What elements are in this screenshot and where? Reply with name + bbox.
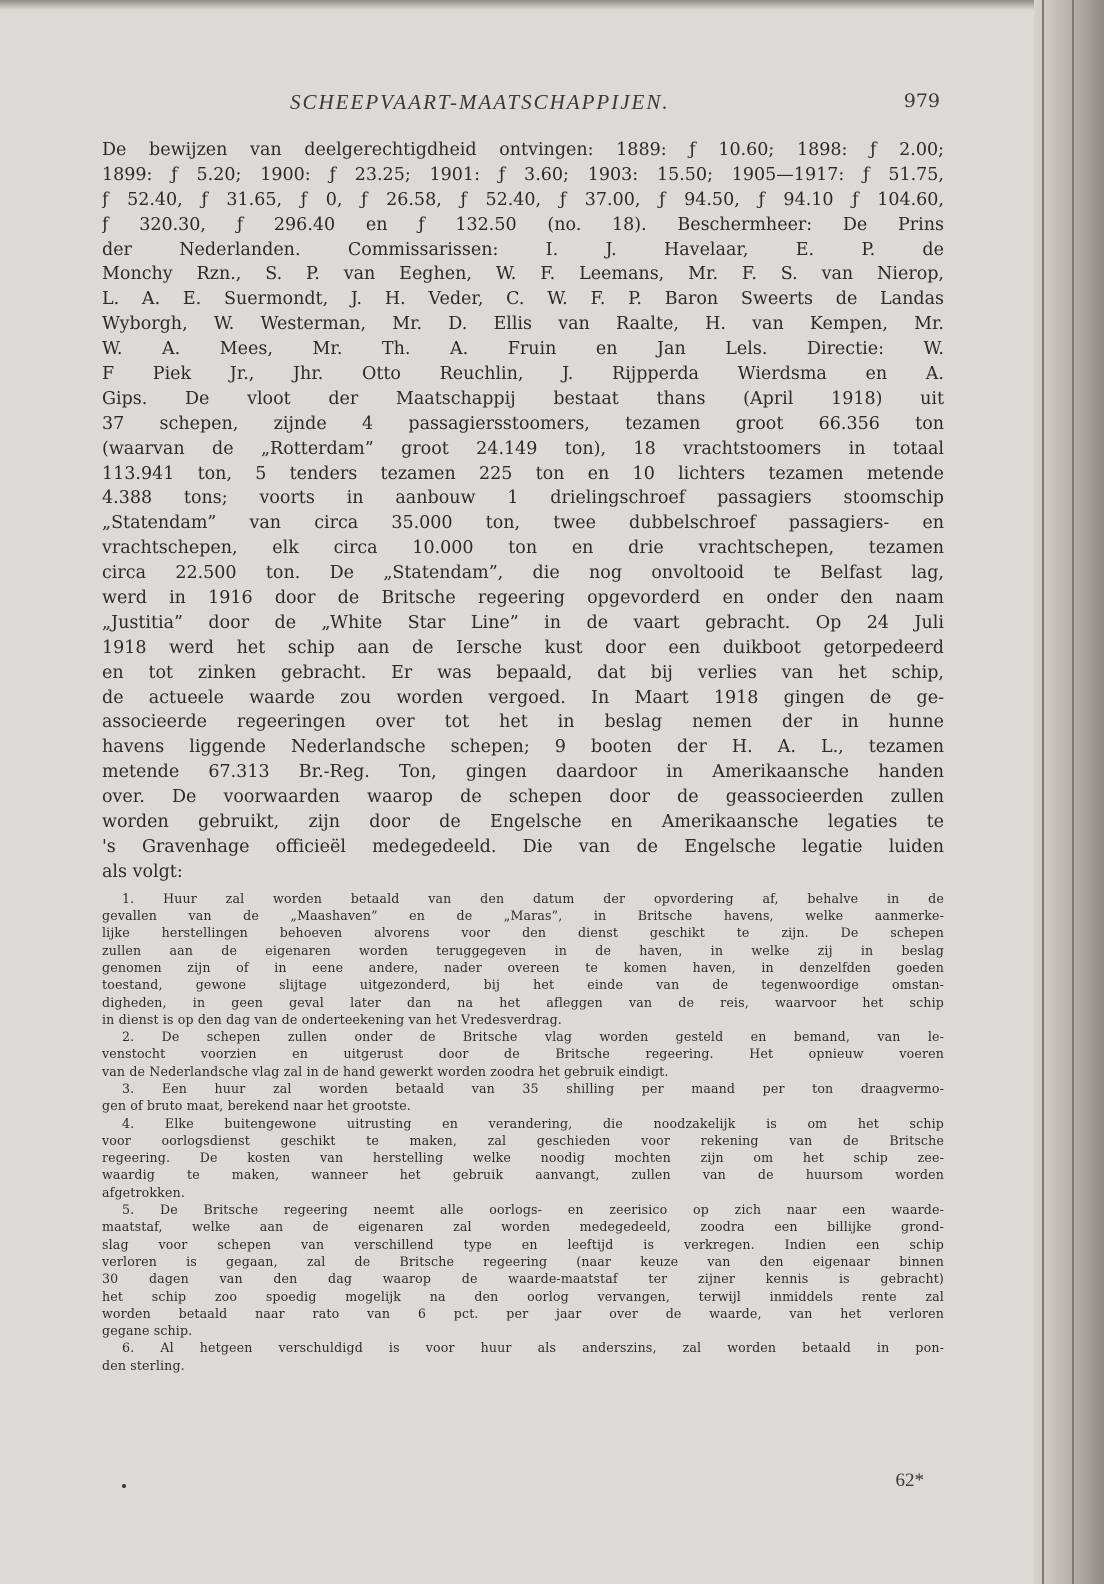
condition-line: 30 dagen van den dag waarop de waarde-maatstaf ter zijner kennis is gebracht): [102, 1271, 944, 1287]
ink-dot: [122, 1484, 126, 1488]
text-line: der Nederlanden. Commissarissen: I. J. Havelaar, E. P. de: [102, 239, 944, 260]
page-footer: [102, 1470, 944, 1500]
condition-line: worden betaald naar rato van 6 pct. per jaar over de waarde, van het verloren: [102, 1305, 944, 1321]
text-line: F Piek Jr., Jhr. Otto Reuchlin, J. Rijpperda Wierdsma en A.: [102, 364, 944, 385]
condition-line: gevallen van de „Maashaven” en de „Maras”, in Britsche havens, welke aanmerke-: [102, 908, 944, 924]
text-line: over. De voorwaarden waarop de schepen door de geassocieerden zullen: [102, 787, 944, 808]
condition-line: van de Nederlandsche vlag zal in de hand gewerkt worden zoodra het gebruik eindigt.: [102, 1063, 669, 1079]
text-line: Gips. De vloot der Maatschappij bestaat thans (April 1918) uit: [102, 388, 944, 409]
text-line: metende 67.313 Br.-Reg. Ton, gingen daardoor in Amerikaansche handen: [102, 762, 944, 783]
text-line: worden gebruikt, zijn door de Engelsche en Amerikaansche legaties te: [102, 812, 944, 833]
text-line: 4.388 tons; voorts in aanbouw 1 drielingschroef passagiers stoomschip: [102, 488, 944, 509]
scan-top-edge: [0, 0, 1104, 10]
condition-line: venstocht voorzien en uitgerust door de Britsche regeering. Het opnieuw voeren: [102, 1046, 944, 1062]
condition-line: gegane schip.: [102, 1323, 193, 1339]
text-line: 37 schepen, zijnde 4 passagiersstoomers, tezamen groot 66.356 ton: [102, 413, 944, 434]
condition-line: 5. De Britsche regeering neemt alle oorlogs- en zeerisico op zich naar een waarde-: [122, 1202, 944, 1218]
text-line: ƒ 52.40, ƒ 31.65, ƒ 0, ƒ 26.58, ƒ 52.40, ƒ 37.00, ƒ 94.50, ƒ 94.10 ƒ 104.60,: [102, 189, 944, 210]
text-line: W. A. Mees, Mr. Th. A. Fruin en Jan Lels. Directie: W.: [102, 339, 944, 360]
condition-line: 6. Al hetgeen verschuldigd is voor huur als anderszins, zal worden betaald in pon-: [122, 1340, 944, 1356]
condition-line: den sterling.: [102, 1357, 185, 1373]
text-line: als volgt:: [102, 861, 183, 882]
conditions-list: [102, 890, 944, 1374]
text-line: (waarvan de „Rotterdam” groot 24.149 ton), 18 vrachtstoomers in totaal: [102, 438, 944, 459]
condition-line: genomen zijn of in eene andere, nader overeen te komen haven, in denzelfden goeden: [102, 959, 944, 975]
condition-line: voor oorlogsdienst geschikt te maken, zal geschieden voor rekening van de Britsche: [102, 1132, 944, 1148]
text-line: werd in 1916 door de Britsche regeering opgevorderd en onder den naam: [102, 588, 944, 609]
condition-line: 1. Huur zal worden betaald van den datum der opvordering af, behalve in de: [122, 890, 944, 906]
text-line: 1918 werd het schip aan de Iersche kust door een duikboot getorpedeerd: [102, 637, 944, 658]
condition-line: maatstaf, welke aan de eigenaren zal worden medegedeeld, zoodra een billijke grond-: [102, 1219, 944, 1235]
text-line: 113.941 ton, 5 tenders tezamen 225 ton en 10 lichters tezamen metende: [102, 463, 944, 484]
running-head: SCHEEPVAART-MAATSCHAPPIJEN.: [290, 90, 670, 114]
condition-line: waardig te maken, wanneer het gebruik aanvangt, zullen van de huursom worden: [102, 1167, 944, 1183]
condition-line: regeering. De kosten van herstelling welke noodig mochten zijn om het schip zee-: [102, 1150, 944, 1166]
condition-line: in dienst is op den dag van de onderteekening van het Vredesverdrag.: [102, 1011, 562, 1027]
text-line: L. A. E. Suermondt, J. H. Veder, C. W. F. P. Baron Sweerts de Landas: [102, 289, 944, 310]
text-line: de actueele waarde zou worden vergoed. In Maart 1918 gingen de ge-: [102, 687, 944, 708]
condition-line: toestand, gewone slijtage uitgezonderd, bij het einde van de tegenwoordige omstan-: [102, 977, 944, 993]
condition-line: 2. De schepen zullen onder de Britsche vlag worden gesteld en bemand, van le-: [122, 1029, 944, 1045]
text-line: circa 22.500 ton. De „Statendam”, die nog onvoltooid te Belfast lag,: [102, 563, 944, 584]
text-line: vrachtschepen, elk circa 10.000 ton en drie vrachtschepen, tezamen: [102, 538, 944, 559]
signature-mark: 62*: [895, 1470, 924, 1491]
condition-line: 3. Een huur zal worden betaald van 35 shilling per maand per ton draagvermo-: [122, 1080, 944, 1096]
condition-line: zullen aan de eigenaren worden teruggegeven in de haven, in welke zij in beslag: [102, 942, 944, 958]
condition-line: het schip zoo spoedig mogelijk na den oorlog vervangen, terwijl inmiddels rente zal: [102, 1288, 944, 1304]
text-line: „Justitia” door de „White Star Line” in de vaart gebracht. Op 24 Juli: [102, 612, 944, 633]
main-paragraph: [102, 138, 944, 885]
text-line: „Statendam” van circa 35.000 ton, twee dubbelschroef passagiers- en: [102, 513, 944, 534]
page-header: [100, 84, 942, 124]
text-line: 's Gravenhage officieël medegedeeld. Die van de Engelsche legatie luiden: [102, 836, 944, 857]
condition-line: afgetrokken.: [102, 1184, 185, 1200]
text-line: Wyborgh, W. Westerman, Mr. D. Ellis van Raalte, H. van Kempen, Mr.: [102, 314, 944, 335]
text-line: associeerde regeeringen over tot het in beslag nemen der in hunne: [102, 712, 944, 733]
text-line: ƒ 320.30, ƒ 296.40 en ƒ 132.50 (no. 18). Beschermheer: De Prins: [102, 214, 944, 235]
text-line: havens liggende Nederlandsche schepen; 9 booten der H. A. L., tezamen: [102, 737, 944, 758]
spine-line: [1072, 0, 1074, 1584]
condition-line: 4. Elke buitengewone uitrusting en verandering, die noodzakelijk is om het schip: [122, 1115, 944, 1131]
text-line: De bewijzen van deelgerechtigdheid ontvingen: 1889: ƒ 10.60; 1898: ƒ 2.00;: [102, 140, 944, 160]
condition-line: lijke herstellingen behoeven alvorens voor den dienst geschikt te zijn. De schepen: [102, 925, 944, 941]
text-line: 1899: ƒ 5.20; 1900: ƒ 23.25; 1901: ƒ 3.60; 1903: 15.50; 1905—1917: ƒ 51.75,: [102, 164, 944, 185]
book-spine-shadow: [1034, 0, 1104, 1584]
condition-line: verloren is gegaan, zal de Britsche regeering (naar keuze van den eigenaar binnen: [102, 1253, 944, 1269]
condition-line: slag voor schepen van verschillend type en leeftijd is verkregen. Indien een schip: [102, 1236, 944, 1252]
text-line: en tot zinken gebracht. Er was bepaald, dat bij verlies van het schip,: [102, 662, 944, 683]
condition-line: gen of bruto maat, berekend naar het grootste.: [102, 1098, 411, 1114]
text-line: Monchy Rzn., S. P. van Eeghen, W. F. Leemans, Mr. F. S. van Nierop,: [102, 264, 944, 285]
page-number: 979: [903, 90, 940, 112]
body-text: [102, 138, 944, 1374]
condition-line: digheden, in geen geval later dan na het afleggen van de reis, waarvoor het schip: [102, 994, 944, 1010]
spine-line: [1042, 0, 1044, 1584]
